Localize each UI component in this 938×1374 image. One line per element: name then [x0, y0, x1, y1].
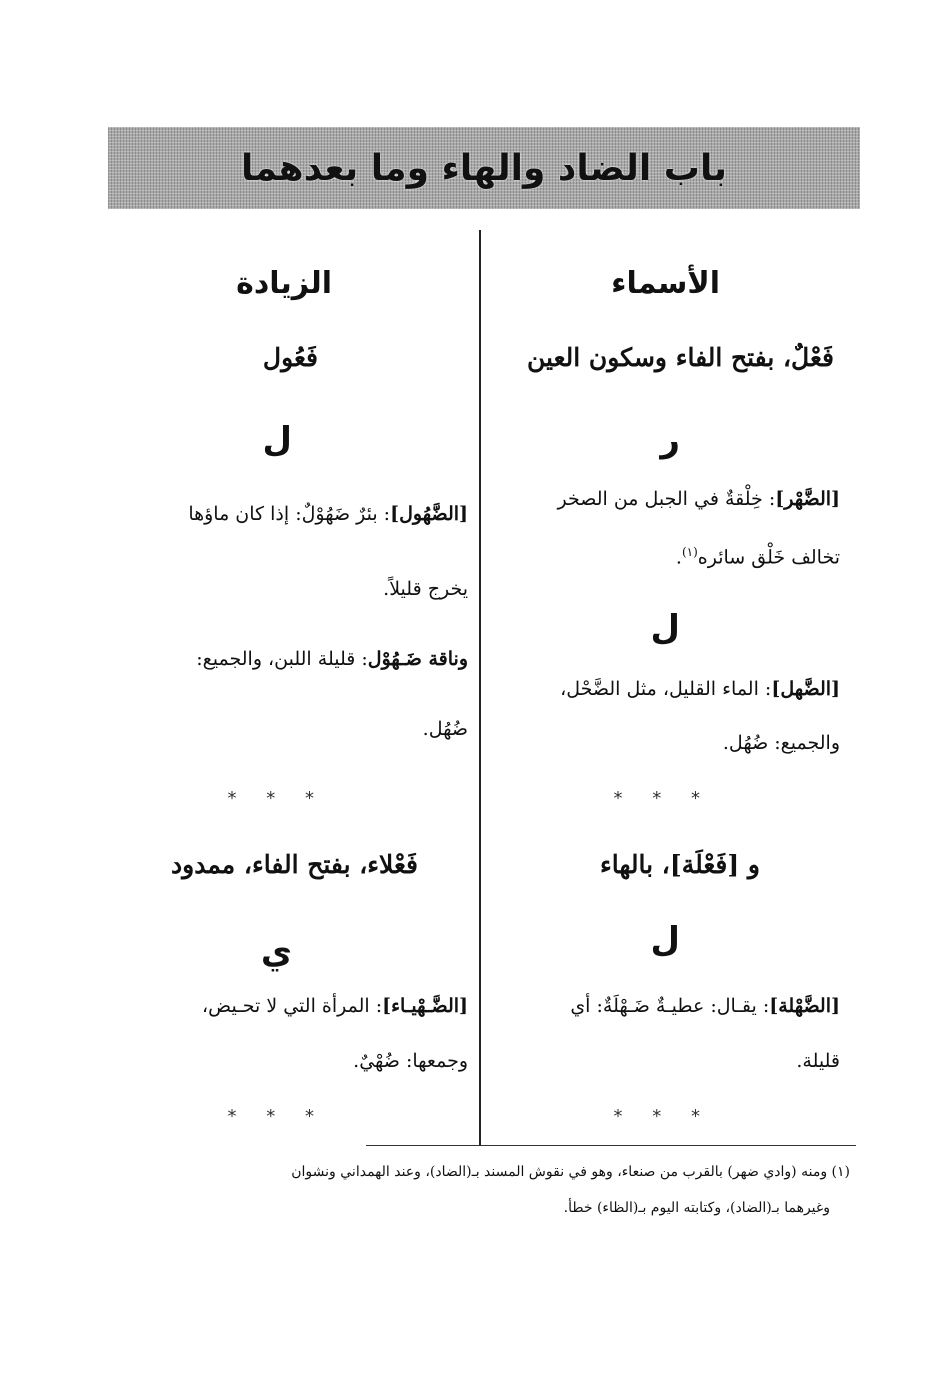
entry-dahla-line1 — [570, 997, 840, 1016]
entry-dahr-line1 — [557, 490, 840, 509]
pattern-faul: فَعُول — [262, 343, 318, 372]
entry-dahla-definition: : يقـال: عطيـةٌ ضَـهْلَةٌ: أي — [570, 995, 770, 1017]
root-letter-l: ل — [262, 420, 292, 460]
pattern-fal: فَعْلٌ، بفتح الفاء وسكون العين — [527, 343, 834, 372]
entry-dahul-term: [الضَّهُول] — [390, 503, 468, 525]
root-letter-r: ر — [660, 420, 680, 460]
entry-dahya-line1 — [202, 997, 468, 1016]
entry-dahl-term: [الضَّهل] — [771, 678, 840, 700]
additions-heading: الزيادة — [236, 266, 332, 301]
footnote-line1: (١) ومنه (وادي ضهر) بالقرب من صنعاء، وهو في نقوش المسند بـ(الضاد)، وعند الهمداني ونشوان — [291, 1164, 850, 1180]
entry-dahla-term: [الضَّهْلة] — [769, 995, 840, 1017]
footnote-line2: وغيرهما بـ(الضاد)، وكتابته اليوم بـ(الظاء) خطأ. — [563, 1200, 830, 1216]
root-letter-l1: ل — [650, 608, 680, 648]
separator-stars-1: * * * — [613, 788, 712, 809]
root-letter-y: ي — [260, 932, 292, 972]
entry-dahl-definition: : الماء القليل، مثل الضَّحْل، — [560, 678, 772, 700]
entry-dahul-line1 — [188, 505, 468, 524]
column-divider — [479, 230, 481, 1146]
pattern-falah: و [فَعْلَة]، بالهاء — [600, 850, 760, 879]
entry-dahul-definition: : بئرٌ ضَهُوْلٌ: إذا كان ماؤها — [188, 503, 391, 525]
footnote-ref[interactable]: (١) — [681, 545, 698, 559]
entry-dahla-line2: قليلة. — [796, 1050, 840, 1072]
entry-dahl-line2: والجميع: ضُهُل. — [722, 732, 840, 754]
separator-stars-4: * * * — [227, 1106, 326, 1127]
nouns-heading: الأسماء — [611, 266, 720, 301]
entry-dahr-end: . — [675, 546, 682, 569]
separator-stars-2: * * * — [613, 1106, 712, 1127]
footnote-rule — [366, 1145, 856, 1146]
entry-dahya-definition: : المرأة التي لا تحـيض، — [202, 995, 383, 1017]
entry-dahr-definition-cont: تخالف خَلْق سائره — [697, 546, 840, 569]
entry-naqa-line2: ضُهُل. — [422, 718, 468, 740]
entry-naqa-line1 — [196, 650, 468, 669]
root-letter-l2: ل — [650, 920, 680, 960]
pattern-falaa: فَعْلاء، بفتح الفاء، ممدود — [171, 850, 418, 879]
chapter-title: باب الضاد والهاء وما بعدهما — [240, 147, 728, 189]
entry-naqa-definition: : قليلة اللبن، والجميع: — [196, 648, 368, 670]
entry-dahr-term: [الضَّهْر] — [775, 488, 840, 510]
entry-dahr-line2 — [676, 546, 840, 567]
entry-dahul-line2: يخرج قليلاً. — [383, 578, 468, 600]
entry-dahya-term: [الضَّـهْيـاء] — [382, 995, 468, 1017]
entry-dahr-definition: : خِلْقةٌ في الجبل من الصخر — [557, 488, 776, 510]
entry-dahl-line1 — [560, 680, 840, 699]
separator-stars-3: * * * — [227, 788, 326, 809]
entry-dahya-line2: وجمعها: ضُهْيٌ. — [353, 1050, 468, 1072]
entry-naqa-term: وناقة ضَـهُوْل — [367, 648, 468, 670]
